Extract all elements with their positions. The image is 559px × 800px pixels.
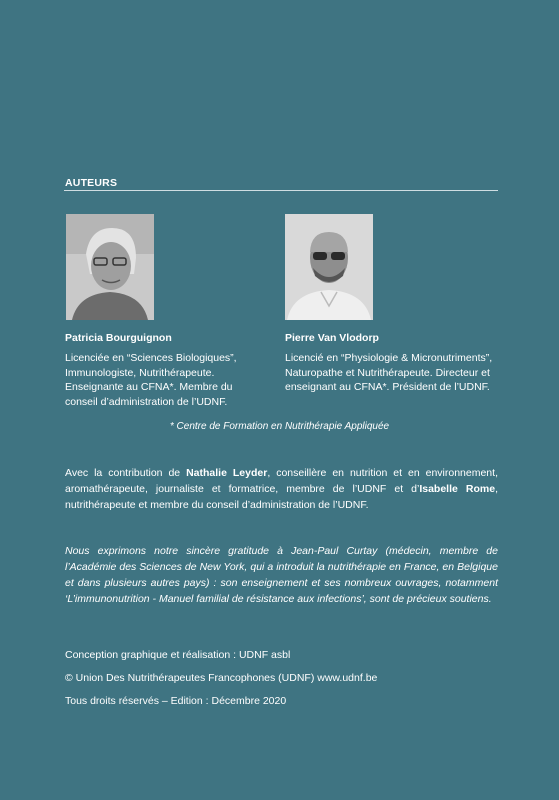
contribution-paragraph: Avec la contribution de Nathalie Leyder, conseillère en nutrition et en environnement, aromathérapeute, journaliste et formatrice, membre de l’UDNF et d’Isabelle Rome, nutrithérapeute et membre du conseil d’administration de l’UDNF. [65, 467, 498, 511]
author-name: Patricia Bourguignon [65, 332, 172, 344]
footnote: * Centre de Formation en Nutrithérapie Appliquée [169, 421, 390, 432]
author-bio: Licenciée en “Sciences Biologiques”, Immunologiste, Nutrithérapeute. Enseignante au CFNA*. Membre du conseil d’administration de l’UDNF. [65, 352, 237, 408]
credits-design: Conception graphique et réalisation : UDNF asbl [65, 649, 291, 661]
contributor-name: Isabelle Rome [419, 483, 496, 495]
author-name: Pierre Van Vlodorp [285, 332, 379, 344]
section-divider [64, 190, 498, 191]
credits-rights: Tous droits réservés – Edition : Décembre 2020 [65, 695, 287, 707]
gratitude-paragraph: Nous exprimons notre sincère gratitude à Jean-Paul Curtay (médecin, membre de l’Académie des Sciences de New York, qui a introduit la nutrithérapie en France, en Belgique et dans plusieurs autres pays) : son enseignement et ses nombreux ouvrages, notamment ‘L’immunonutrition - Manuel familial de résistance aux infections’, sont de précieux soutiens. [65, 545, 498, 605]
author-bio: Licencié en “Physiologie & Micronutriments”, Naturopathe et Nutrithérapeute. Directeur et enseignant au CFNA*. Président de l’UDNF. [285, 352, 493, 394]
author-photo-patricia [66, 214, 154, 320]
author-photo-pierre [285, 214, 373, 320]
section-title: AUTEURS [65, 177, 118, 189]
contributor-name: Nathalie Leyder [186, 467, 268, 479]
credits-copyright: © Union Des Nutrithérapeutes Francophones (UDNF) www.udnf.be [65, 672, 378, 684]
